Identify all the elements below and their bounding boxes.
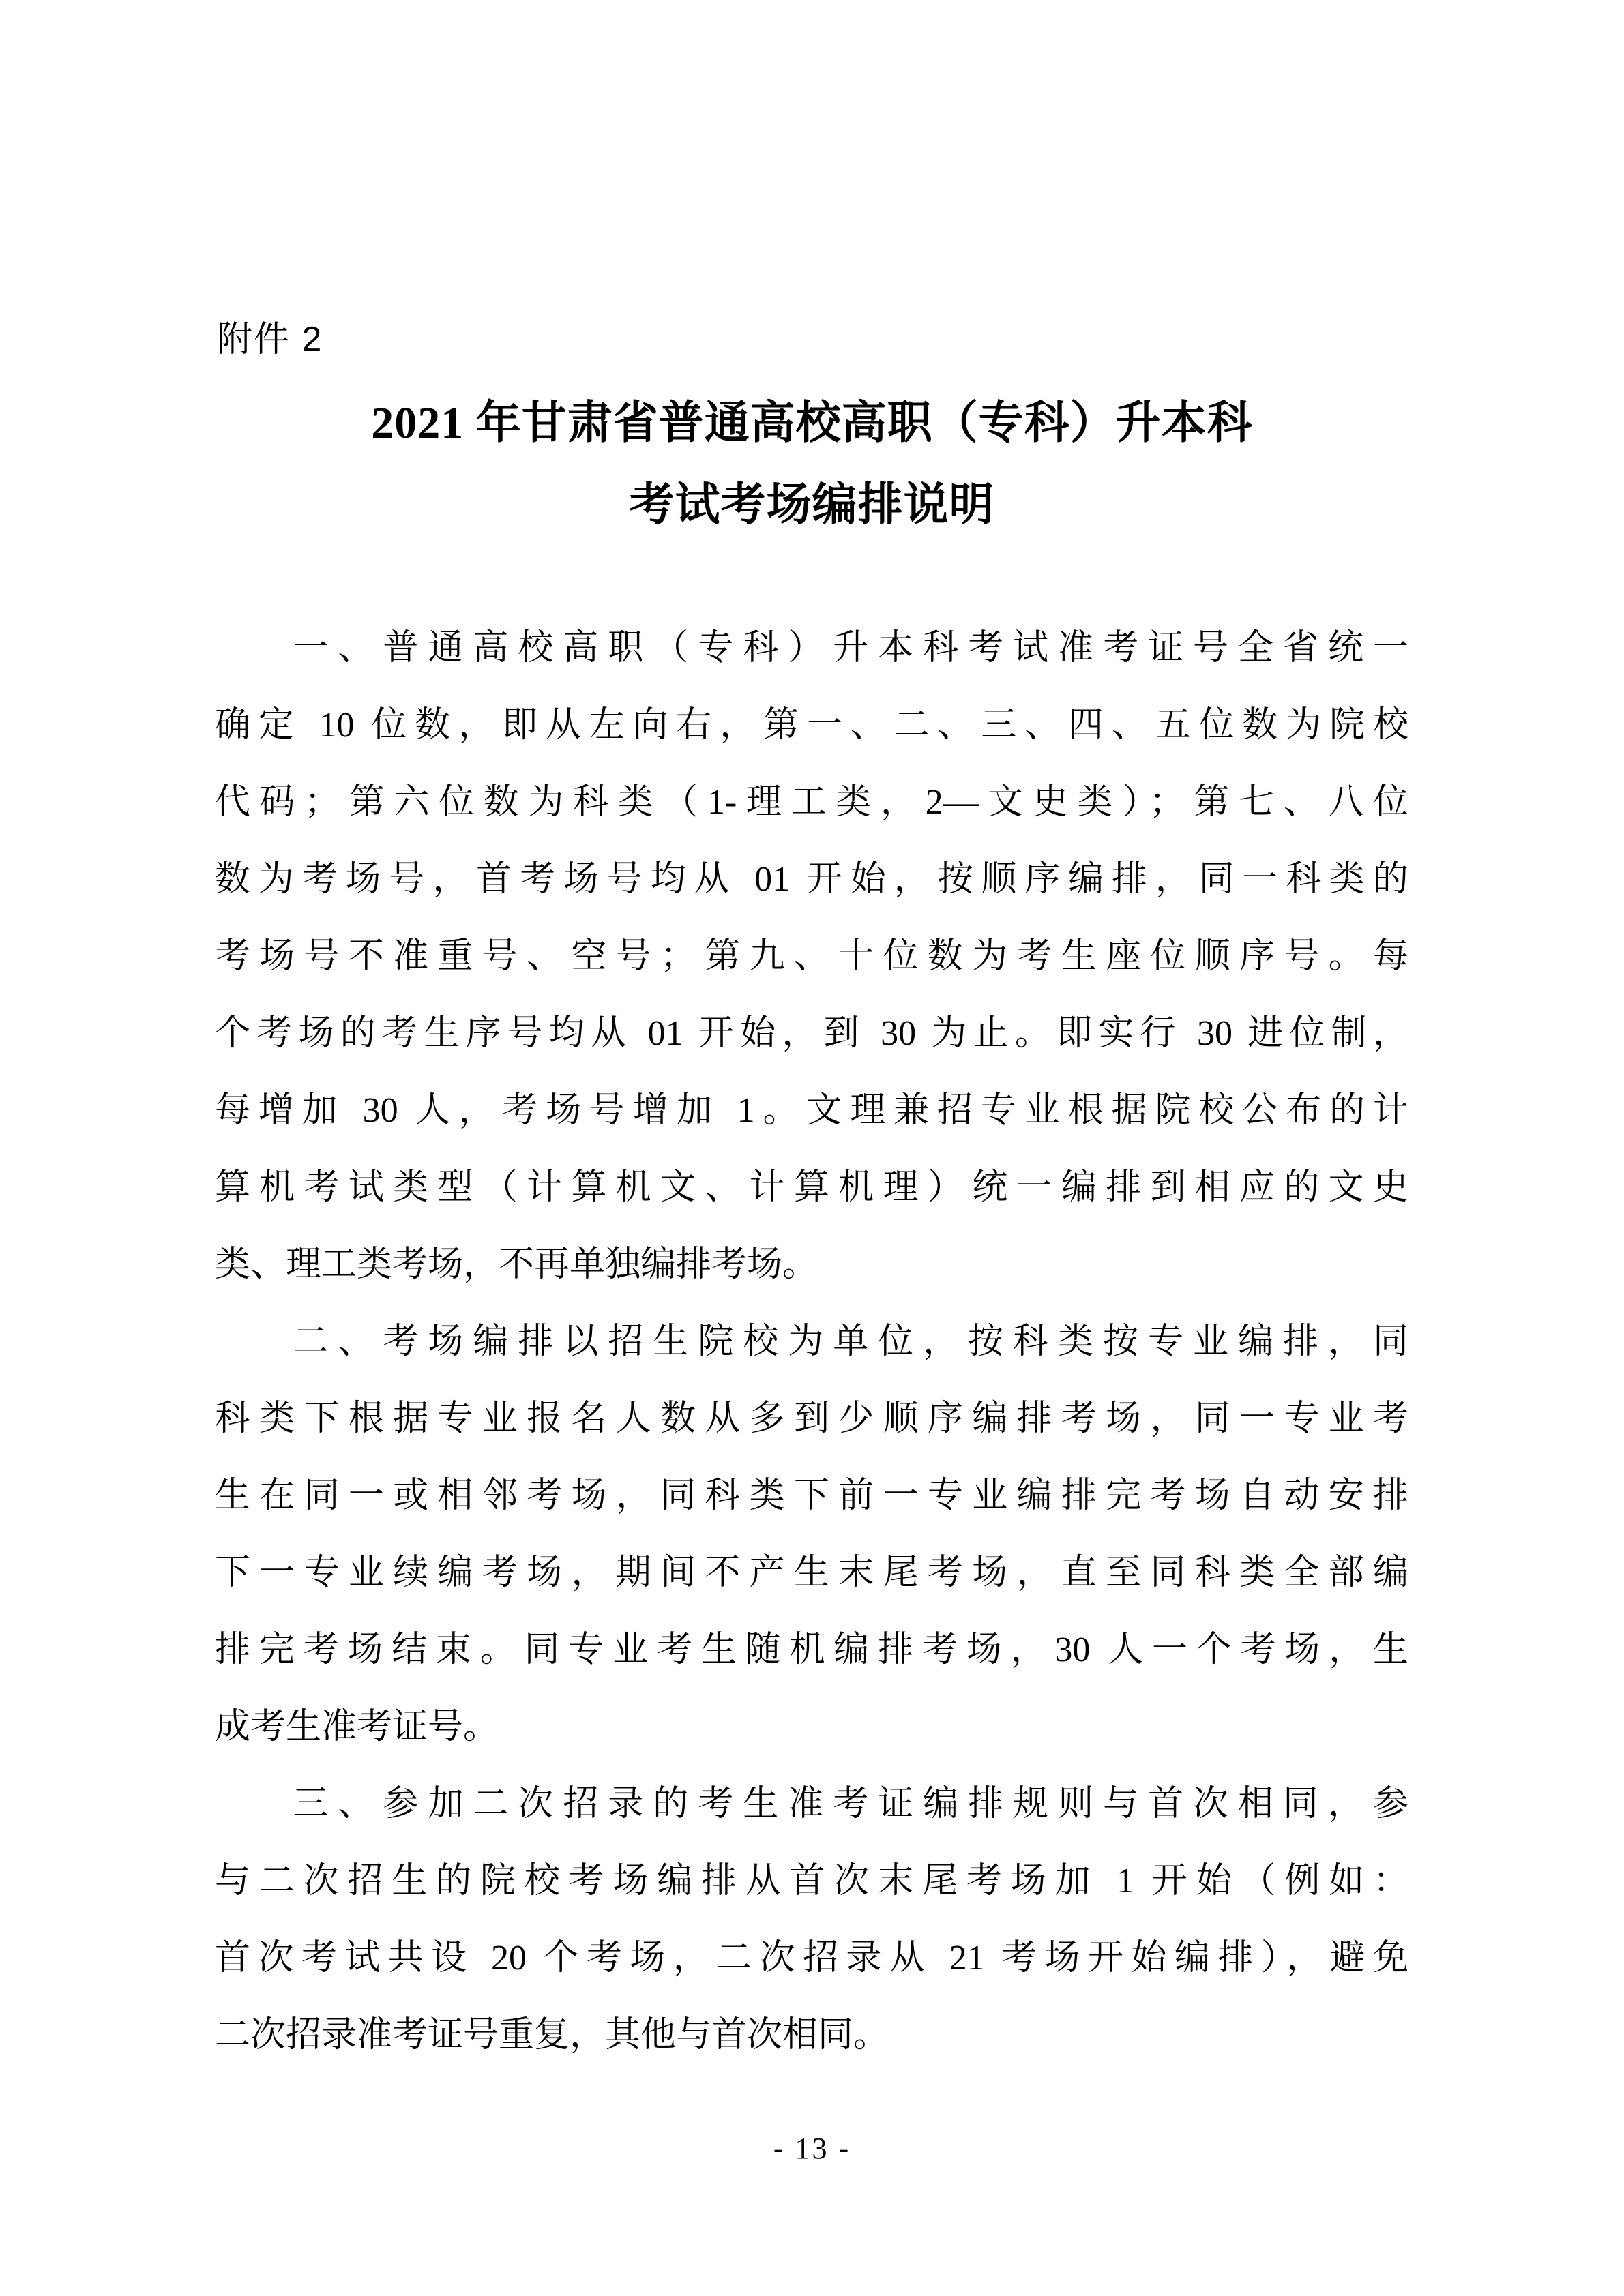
body-line: 生在同一或相邻考场，同科类下前一专业编排完考场自动安排: [215, 1476, 1408, 1515]
body-line: 类、理工类考场，不再单独编排考场。: [215, 1245, 818, 1284]
body-line: 数为考场号，首考场号均从 01 开始，按顺序编排，同一科类的: [215, 860, 1408, 899]
document-title: [0, 383, 1624, 546]
body-line: 每增加 30 人，考场号增加 1。文理兼招专业根据院校公布的计: [215, 1091, 1408, 1130]
body-line: 算机考试类型（计算机文、计算机理）统一编排到相应的文史: [215, 1168, 1408, 1207]
body-line: 三、参加二次招录的考生准考证编排规则与首次相同，参: [293, 1785, 1408, 1823]
title-line-2: 考试考场编排说明: [629, 480, 995, 530]
body-line: 首次考试共设 20 个考场，二次招录从 21 考场开始编排），避免: [215, 1939, 1408, 1978]
body-line: 二次招录准考证号重复，其他与首次相同。: [215, 2016, 889, 2055]
body-text: [215, 610, 1408, 2074]
paragraph: [215, 1303, 1408, 1765]
body-line: 考场号不准重号、空号；第九、十位数为考生座位顺序号。每: [215, 937, 1408, 976]
body-line: 个考场的考生序号均从 01 开始，到 30 为止。即实行 30 进位制，: [215, 1014, 1408, 1053]
body-line: 下一专业续编考场，期间不产生末尾考场，直至同科类全部编: [215, 1553, 1408, 1592]
paragraph: [215, 1765, 1408, 2074]
body-line: 与二次招生的院校考场编排从首次末尾考场加 1 开始（例如：: [215, 1862, 1408, 1900]
body-line: 一、普通高校高职（专科）升本科考试准考证号全省统一: [293, 629, 1408, 668]
body-line: 成考生准考证号。: [215, 1708, 499, 1746]
title-line-1: 2021 年甘肃省普通高校高职（专科）升本科: [371, 398, 1253, 448]
body-line: 排完考场结束。同专业考生随机编排考场，30 人一个考场，生: [215, 1630, 1408, 1669]
paragraph: [215, 610, 1408, 1303]
body-line: 代码；第六位数为科类（1-理工类，2—文史类）；第七、八位: [215, 783, 1408, 822]
body-line: 二、考场编排以招生院校为单位，按科类按专业编排，同: [293, 1322, 1408, 1361]
page-number: - 13 -: [773, 2132, 851, 2165]
body-line: 科类下根据专业报名人数从多到少顺序编排考场，同一专业考: [215, 1399, 1408, 1438]
attachment-label: 附件 2: [217, 320, 323, 359]
body-line: 确定 10 位数，即从左向右，第一、二、三、四、五位数为院校: [215, 706, 1408, 745]
